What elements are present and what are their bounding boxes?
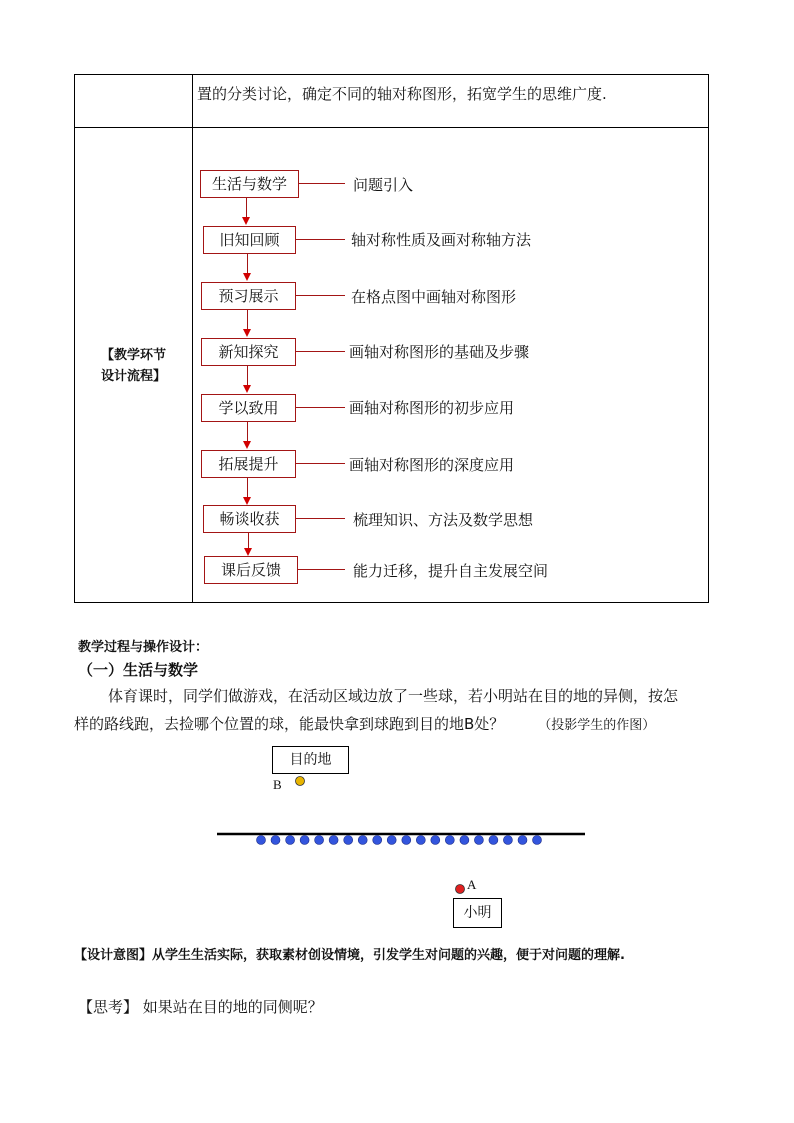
flow-desc-3: 在格点图中画轴对称图形 bbox=[351, 288, 517, 306]
ball bbox=[300, 836, 309, 845]
paragraph-line-1: 体育课时，同学们做游戏，在活动区域边放了一些球，若小明站在目的地的异侧，按怎 bbox=[108, 687, 679, 705]
ball bbox=[431, 836, 440, 845]
table-column-divider bbox=[192, 75, 193, 602]
flow-connector-6 bbox=[296, 463, 345, 464]
ball bbox=[416, 836, 425, 845]
flow-step-5: 学以致用 bbox=[201, 394, 296, 422]
section-paragraph bbox=[74, 682, 724, 740]
flow-desc-2: 轴对称性质及画对称轴方法 bbox=[351, 231, 532, 249]
ball-figure bbox=[200, 770, 620, 900]
flow-label bbox=[75, 345, 192, 387]
ball bbox=[271, 836, 280, 845]
flow-desc-8: 能力迁移，提升自主发展空间 bbox=[353, 562, 549, 580]
flow-connector-5 bbox=[296, 407, 345, 408]
flow-connector-8 bbox=[298, 569, 345, 570]
flow-desc-7: 梳理知识、方法及数学思想 bbox=[353, 511, 534, 529]
ball bbox=[257, 836, 266, 845]
flow-step-6: 拓展提升 bbox=[201, 450, 296, 478]
ball bbox=[445, 836, 454, 845]
ball bbox=[286, 836, 295, 845]
ball bbox=[387, 836, 396, 845]
balls-group bbox=[257, 836, 542, 845]
flow-step-4: 新知探究 bbox=[201, 338, 296, 366]
point-a-marker bbox=[456, 885, 465, 894]
flow-label-line1: 【教学环节 bbox=[100, 348, 166, 363]
section-heading: 教学过程与操作设计： bbox=[78, 640, 209, 655]
design-intent-note: 【设计意图】从学生生活实际，获取素材创设情境，引发学生对问题的兴趣，便于对问题的理解. bbox=[74, 948, 625, 963]
ball bbox=[402, 836, 411, 845]
table-row1-text: 置的分类讨论，确定不同的轴对称图形，拓宽学生的思维广度. bbox=[197, 85, 607, 103]
flow-connector-7 bbox=[296, 518, 345, 519]
flow-arrow-4 bbox=[247, 366, 248, 386]
flow-label-line2: 设计流程】 bbox=[100, 369, 166, 384]
paragraph-line-2: 样的路线跑，去捡哪个位置的球，能最快拿到球跑到目的地B处？ （投影学生的作图） bbox=[74, 715, 656, 733]
table-row-divider bbox=[75, 127, 708, 128]
flow-desc-5: 画轴对称图形的初步应用 bbox=[349, 399, 515, 417]
ball bbox=[474, 836, 483, 845]
ball bbox=[373, 836, 382, 845]
ball bbox=[315, 836, 324, 845]
flow-arrow-3 bbox=[247, 310, 248, 330]
flow-step-8: 课后反馈 bbox=[204, 556, 298, 584]
flow-step-3: 预习展示 bbox=[201, 282, 296, 310]
ball bbox=[503, 836, 512, 845]
flow-step-2: 旧知回顾 bbox=[203, 226, 296, 254]
destination-box: 目的地 bbox=[272, 746, 349, 774]
flow-arrow-5 bbox=[247, 422, 248, 442]
flow-arrow-7 bbox=[248, 533, 249, 549]
ball bbox=[358, 836, 367, 845]
ball bbox=[329, 836, 338, 845]
flow-arrow-2 bbox=[247, 254, 248, 274]
flow-connector-3 bbox=[296, 295, 345, 296]
flow-step-1: 生活与数学 bbox=[200, 170, 299, 198]
ball bbox=[489, 836, 498, 845]
section-subheading: （一）生活与数学 bbox=[78, 661, 199, 679]
person-box: 小明 bbox=[453, 898, 502, 928]
flow-connector-2 bbox=[296, 239, 345, 240]
ball bbox=[344, 836, 353, 845]
point-b-label: B bbox=[273, 777, 282, 792]
point-b-marker bbox=[296, 777, 305, 786]
flow-arrow-6 bbox=[247, 478, 248, 498]
flow-desc-1: 问题引入 bbox=[353, 176, 414, 194]
flow-desc-4: 画轴对称图形的基础及步骤 bbox=[349, 343, 530, 361]
ball bbox=[460, 836, 469, 845]
think-note: 【思考】 如果站在目的地的同侧呢？ bbox=[78, 998, 323, 1016]
flow-desc-6: 画轴对称图形的深度应用 bbox=[349, 456, 515, 474]
point-a-label: A bbox=[467, 877, 477, 892]
ball bbox=[533, 836, 542, 845]
flow-arrow-1 bbox=[246, 198, 247, 218]
ball bbox=[518, 836, 527, 845]
flow-connector-4 bbox=[296, 351, 345, 352]
paragraph-note: （投影学生的作图） bbox=[538, 718, 656, 733]
flow-step-7: 畅谈收获 bbox=[203, 505, 296, 533]
flow-connector-1 bbox=[299, 183, 345, 184]
